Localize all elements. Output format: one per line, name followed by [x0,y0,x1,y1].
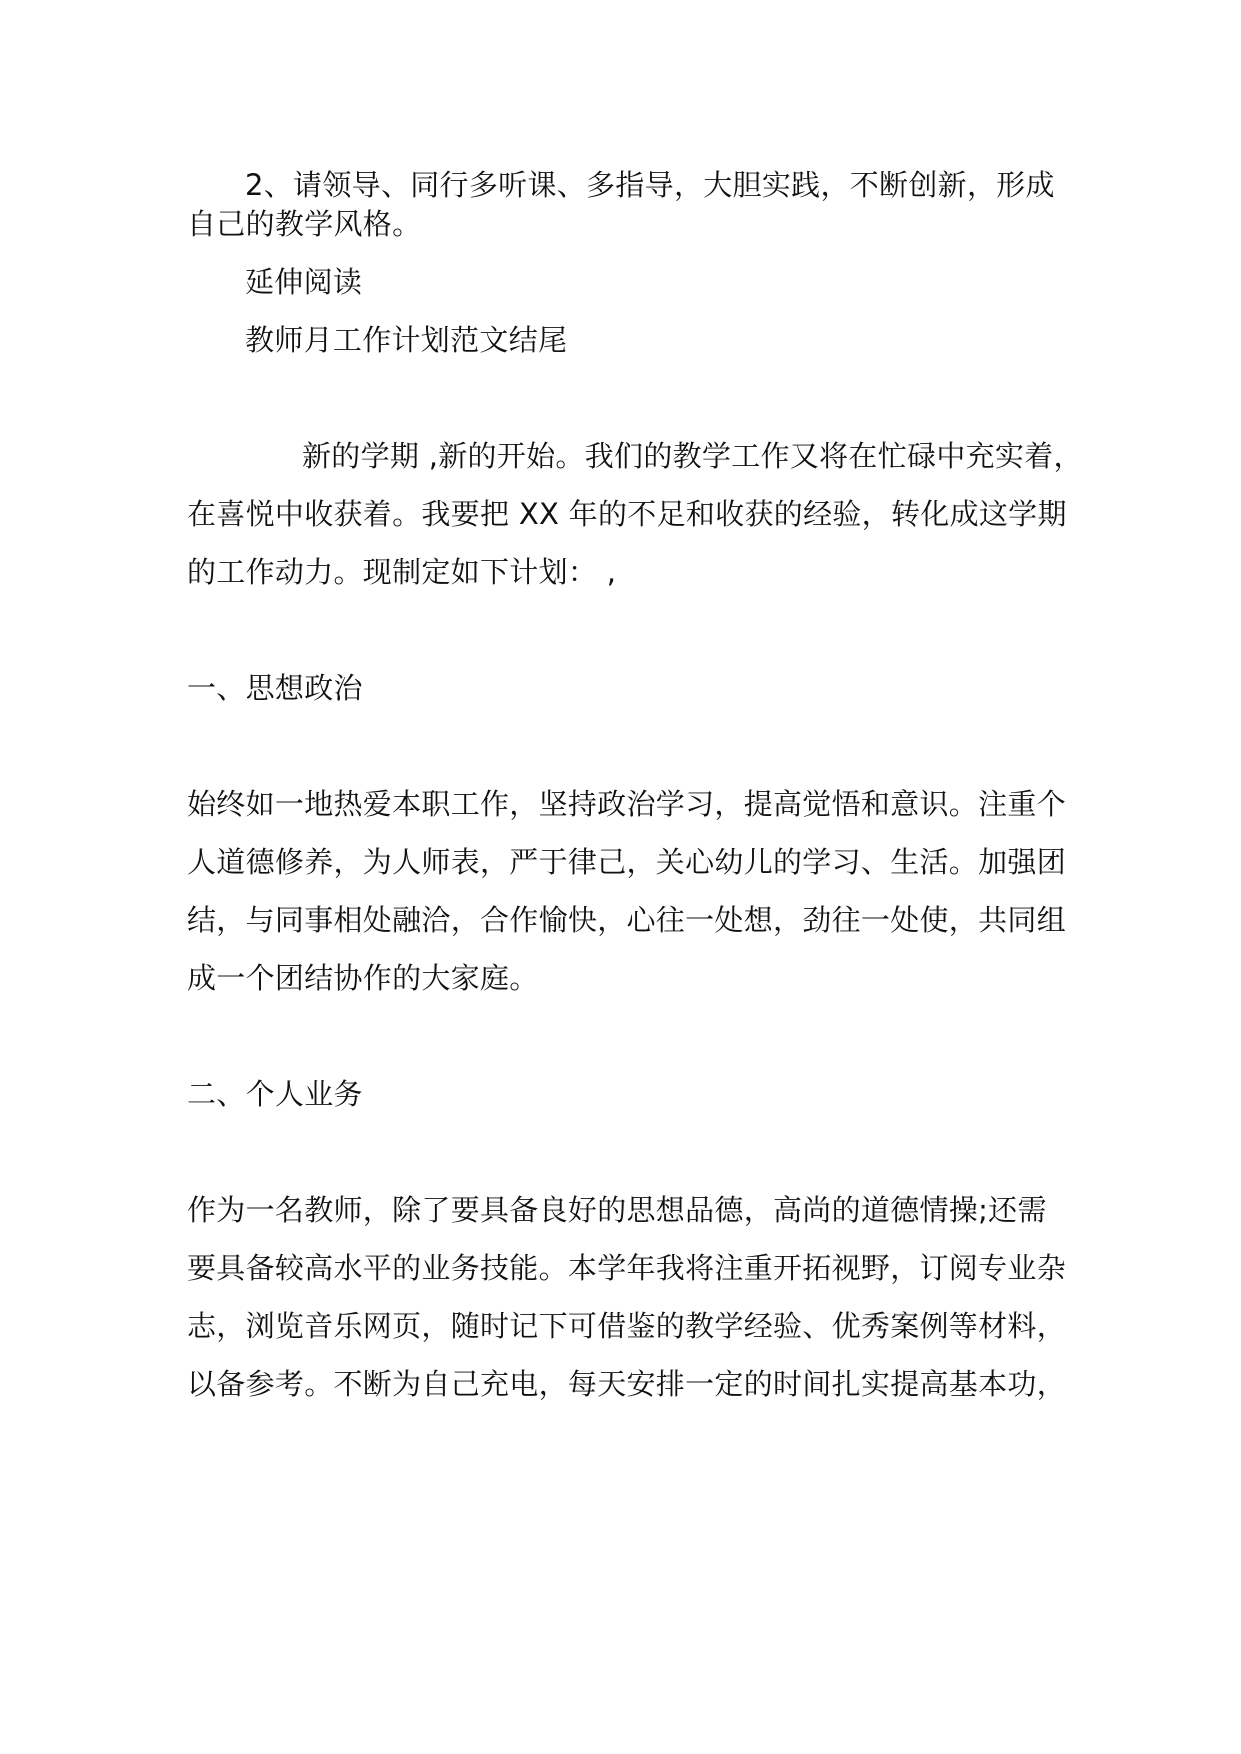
paragraph-line: 延伸阅读 [245,265,363,299]
paragraph-line: 2、请领导、同行多听课、多指导，大胆实践，不断创新，形成 [245,168,1055,202]
paragraph-line: 结，与同事相处融洽，合作愉快，心往一处想，劲往一处使，共同组 [187,903,1067,937]
paragraph-line: 成一个团结协作的大家庭。 [187,961,539,995]
paragraph-line: 始终如一地热爱本职工作，坚持政治学习，提高觉悟和意识。注重个 [187,787,1067,821]
paragraph-line: 新的学期 ,新的开始。我们的教学工作又将在忙碌中充实着， [302,439,1083,473]
paragraph-line: 的工作动力。现制定如下计划： , [187,555,617,589]
section-heading: 一、思想政治 [187,671,363,705]
paragraph-line: 要具备较高水平的业务技能。本学年我将注重开拓视野，订阅专业杂 [187,1251,1067,1285]
paragraph-line: 志，浏览音乐网页，随时记下可借鉴的教学经验、优秀案例等材料， [187,1309,1067,1343]
paragraph-line: 作为一名教师，除了要具备良好的思想品德，高尚的道德情操;还需 [187,1193,1047,1227]
paragraph-line: 以备参考。不断为自己充电，每天安排一定的时间扎实提高基本功， [187,1367,1067,1401]
paragraph-line: 教师月工作计划范文结尾 [245,323,568,357]
paragraph-line: 在喜悦中收获着。我要把 XX 年的不足和收获的经验，转化成这学期 [187,497,1067,531]
section-heading: 二、个人业务 [187,1077,363,1111]
paragraph-line: 自己的教学风格。 [187,207,422,241]
paragraph-line: 人道德修养，为人师表，严于律己，关心幼儿的学习、生活。加强团 [187,845,1067,879]
